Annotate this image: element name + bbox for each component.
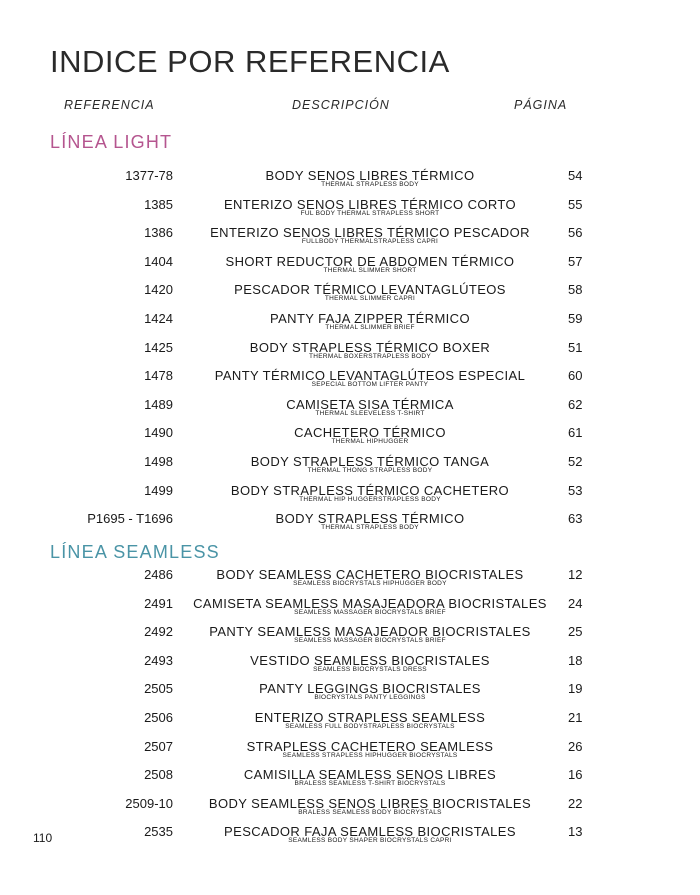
page-reference: 24	[568, 595, 583, 611]
page-title: INDICE POR REFERENCIA	[50, 44, 450, 79]
reference-number: 1478	[144, 368, 173, 384]
index-row	[0, 311, 700, 339]
page-reference: 57	[568, 253, 583, 269]
page-reference: 25	[568, 624, 583, 640]
reference-number: 1404	[144, 253, 173, 269]
product-description: CAMISETA SEAMLESS MASAJEADORA BIOCRISTALES	[193, 595, 547, 611]
reference-number: 2507	[144, 738, 173, 754]
page-reference: 56	[568, 225, 583, 241]
product-description: BODY SENOS LIBRES TÉRMICO	[265, 168, 475, 183]
reference-number: 1424	[144, 311, 173, 326]
page-reference: 16	[568, 767, 583, 783]
index-row	[0, 397, 700, 425]
section-title-seamless: LÍNEA SEAMLESS	[50, 542, 220, 562]
reference-number: 1385	[144, 196, 173, 212]
product-subtitle: THERMAL HIP HUGGERSTRAPLESS BODY	[299, 495, 441, 503]
reference-number: 2486	[144, 567, 173, 582]
product-description: BODY STRAPLESS TÉRMICO	[275, 511, 465, 527]
page-reference: 54	[568, 168, 583, 183]
product-subtitle: SEPECIAL BOTTOM LIFTER PANTY	[311, 381, 429, 389]
index-row	[0, 710, 700, 738]
reference-number: 2493	[144, 652, 173, 668]
product-description: SHORT REDUCTOR DE ABDOMEN TÉRMICO	[225, 253, 515, 269]
section-title-light: LÍNEA LIGHT	[50, 132, 173, 152]
index-row	[0, 681, 700, 709]
reference-number: 1499	[144, 482, 173, 498]
index-row	[0, 767, 700, 795]
page-reference: 60	[568, 368, 583, 384]
product-description: BODY STRAPLESS TÉRMICO BOXER	[249, 339, 491, 355]
index-row	[0, 197, 700, 225]
reference-number: 1498	[144, 454, 173, 469]
page-reference: 53	[568, 482, 583, 498]
index-row	[0, 340, 700, 368]
product-description: PANTY FAJA ZIPPER TÉRMICO	[270, 311, 470, 326]
product-subtitle: THERMAL THONG STRAPLESS BODY	[307, 467, 433, 474]
product-subtitle: BRALESS SEAMLESS BODY BIOCRYSTALS	[298, 808, 442, 816]
page-number: 110	[33, 831, 53, 845]
column-header-page: PÁGINA	[514, 98, 568, 112]
product-description: PANTY LEGGINGS BIOCRISTALES	[259, 681, 481, 697]
product-subtitle: THERMAL SLIMMER SHORT	[323, 266, 417, 274]
page-reference: 12	[568, 567, 583, 582]
reference-number: 1425	[144, 339, 173, 355]
page-reference: 19	[568, 681, 583, 697]
reference-number: 1386	[144, 225, 173, 241]
product-description: BODY STRAPLESS TÉRMICO CACHETERO	[230, 482, 510, 498]
reference-number: 1377-78	[125, 168, 173, 183]
product-subtitle: FUL BODY THERMAL STRAPLESS SHORT	[300, 209, 440, 217]
product-subtitle: SEAMLESS MASSAGER BIOCRYSTALS BRIEF	[294, 608, 446, 616]
product-subtitle: THERMAL HIPHUGGER	[331, 438, 409, 446]
product-description: ENTERIZO SENOS LIBRES TÉRMICO PESCADOR	[210, 225, 530, 241]
reference-number: 1490	[144, 425, 173, 441]
product-description: ENTERIZO STRAPLESS SEAMLESS	[254, 710, 486, 725]
index-row	[0, 596, 700, 624]
page-reference: 52	[568, 454, 583, 469]
index-row	[0, 796, 700, 824]
page-reference: 63	[568, 511, 583, 527]
product-subtitle: SEAMLESS STRAPLESS HIPHUGGER BIOCRYSTALS	[282, 751, 458, 759]
product-subtitle: BIOCRYSTALS PANTY LEGGINGS	[314, 694, 426, 702]
product-subtitle: THERMAL STRAPLESS BODY	[321, 524, 419, 532]
reference-number: 2491	[144, 595, 173, 611]
product-description: PESCADOR FAJA SEAMLESS BIOCRISTALES	[224, 824, 516, 840]
page-reference: 13	[568, 824, 583, 840]
index-row	[0, 282, 700, 310]
reference-number: 2508	[144, 767, 173, 783]
product-subtitle: SEAMLESS FULL BODYSTRAPLESS BIOCRYSTALS	[285, 723, 455, 730]
product-description: PANTY TÉRMICO LEVANTAGLÚTEOS ESPECIAL	[214, 368, 526, 384]
product-description: STRAPLESS CACHETERO SEAMLESS	[246, 738, 494, 754]
index-row	[0, 454, 700, 482]
index-row	[0, 567, 700, 595]
product-description: BODY SEAMLESS SENOS LIBRES BIOCRISTALES	[208, 795, 532, 811]
page-reference: 58	[568, 282, 583, 298]
page-reference: 18	[568, 652, 583, 668]
product-description: BODY SEAMLESS CACHETERO BIOCRISTALES	[216, 567, 524, 582]
reference-number: P1695 - T1696	[87, 511, 173, 527]
index-row	[0, 168, 700, 196]
product-description: VESTIDO SEAMLESS BIOCRISTALES	[250, 652, 490, 668]
index-row	[0, 225, 700, 253]
product-description: CAMISETA SISA TÉRMICA	[286, 396, 454, 412]
product-description: PANTY SEAMLESS MASAJEADOR BIOCRISTALES	[209, 624, 531, 640]
product-description: CACHETERO TÉRMICO	[294, 425, 446, 441]
product-subtitle: BRALESS SEAMLESS T-SHIRT BIOCRYSTALS	[294, 780, 446, 788]
product-subtitle: THERMAL SLIMMER BRIEF	[325, 324, 415, 331]
index-row	[0, 624, 700, 652]
reference-number: 2535	[144, 824, 173, 840]
product-description: CAMISILLA SEAMLESS SENOS LIBRES	[243, 767, 497, 783]
page-reference: 22	[568, 795, 583, 811]
reference-number: 1420	[144, 282, 173, 298]
index-row	[0, 653, 700, 681]
page-reference: 26	[568, 738, 583, 754]
product-description: BODY STRAPLESS TÉRMICO TANGA	[250, 454, 490, 469]
reference-number: 2509-10	[125, 795, 173, 811]
product-subtitle: SEAMLESS MASSAGER BIOCRYSTALS BRIEF	[294, 637, 446, 645]
page-reference: 21	[568, 710, 583, 725]
page-reference: 61	[568, 425, 583, 441]
product-subtitle: THERMAL SLEEVELESS T-SHIRT	[315, 409, 425, 417]
index-row	[0, 368, 700, 396]
product-subtitle: SEAMLESS BIOCRYSTALS HIPHUGGER BODY	[293, 580, 447, 587]
index-row	[0, 425, 700, 453]
product-subtitle: FULLBODY THERMALSTRAPLESS CAPRI	[301, 238, 439, 246]
index-row	[0, 254, 700, 282]
product-subtitle: SEAMLESS BIOCRYSTALS DRESS	[313, 665, 427, 673]
product-description: PESCADOR TÉRMICO LEVANTAGLÚTEOS	[234, 282, 506, 298]
product-subtitle: SEAMLESS BODY SHAPER BIOCRYSTALS CAPRI	[288, 837, 452, 845]
index-row	[0, 824, 700, 852]
page-reference: 55	[568, 196, 583, 212]
reference-number: 2505	[144, 681, 173, 697]
product-subtitle: THERMAL STRAPLESS BODY	[321, 181, 419, 188]
reference-number: 2506	[144, 710, 173, 725]
page-reference: 51	[568, 339, 583, 355]
product-subtitle: THERMAL SLIMMER CAPRI	[324, 295, 416, 303]
index-row	[0, 739, 700, 767]
index-row	[0, 483, 700, 511]
column-header-reference: REFERENCIA	[64, 98, 155, 112]
index-row	[0, 511, 700, 539]
product-description: ENTERIZO SENOS LIBRES TÉRMICO CORTO	[223, 196, 517, 212]
product-subtitle: THERMAL BOXERSTRAPLESS BODY	[309, 352, 431, 360]
page-reference: 62	[568, 396, 583, 412]
page-reference: 59	[568, 311, 583, 326]
column-header-description: DESCRIPCIÓN	[292, 98, 390, 112]
reference-number: 1489	[144, 396, 173, 412]
reference-number: 2492	[144, 624, 173, 640]
